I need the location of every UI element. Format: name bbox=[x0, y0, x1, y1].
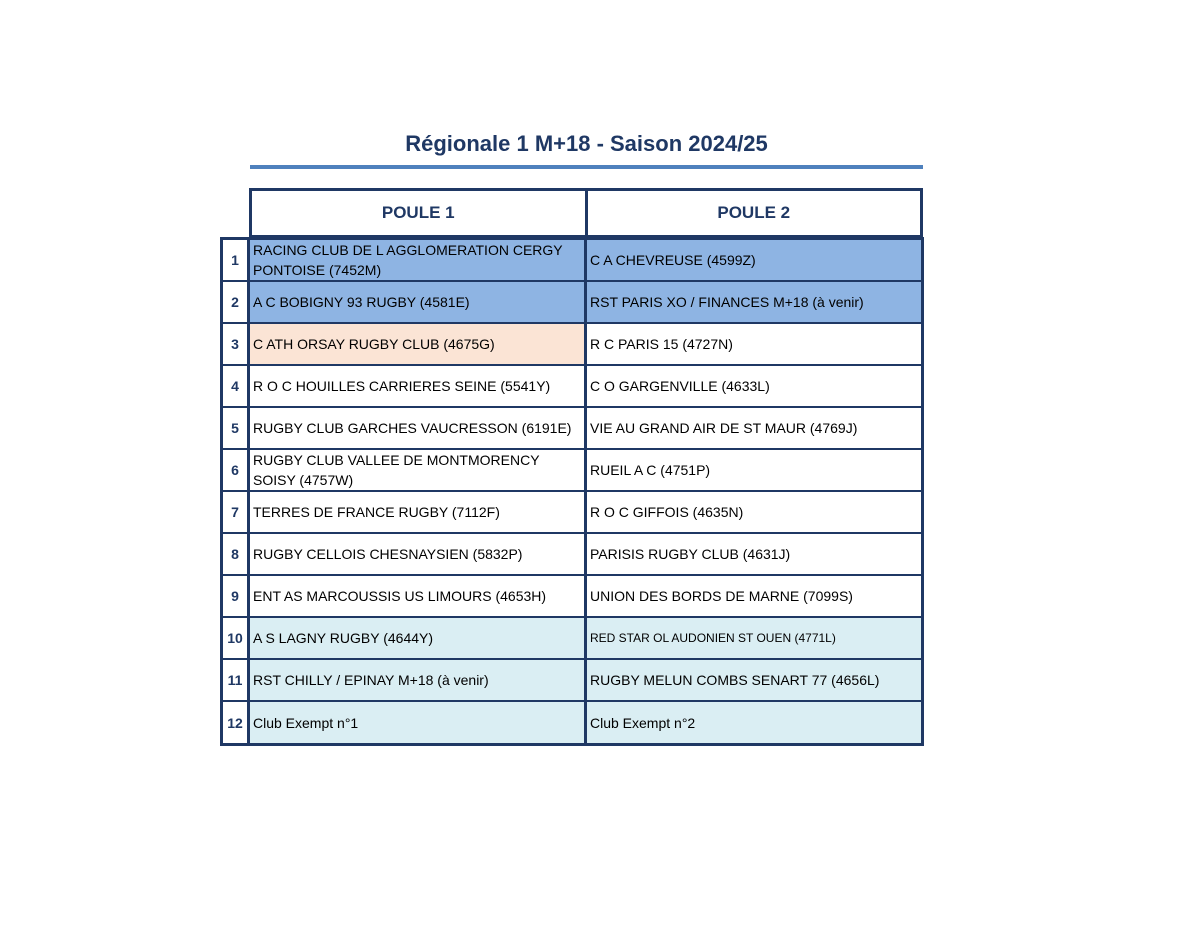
poule-1-team: Club Exempt n°1 bbox=[250, 702, 587, 743]
poule-2-team: Club Exempt n°2 bbox=[587, 702, 921, 743]
table-row bbox=[223, 660, 921, 702]
row-number: 6 bbox=[223, 450, 250, 490]
poule-2-team: C A CHEVREUSE (4599Z) bbox=[587, 240, 921, 280]
row-number: 1 bbox=[223, 240, 250, 280]
table-row bbox=[223, 618, 921, 660]
table-row bbox=[223, 492, 921, 534]
row-number: 5 bbox=[223, 408, 250, 448]
table-header bbox=[249, 188, 923, 238]
poule-2-team: UNION DES BORDS DE MARNE (7099S) bbox=[587, 576, 921, 616]
poule-2-team: RED STAR OL AUDONIEN ST OUEN (4771L) bbox=[587, 618, 921, 658]
header-poule-2: POULE 2 bbox=[588, 188, 924, 238]
page-title: Régionale 1 M+18 - Saison 2024/25 bbox=[405, 131, 768, 156]
poule-1-team: RST CHILLY / EPINAY M+18 (à venir) bbox=[250, 660, 587, 700]
poule-2-team: RUGBY MELUN COMBS SENART 77 (4656L) bbox=[587, 660, 921, 700]
table-row bbox=[223, 702, 921, 743]
table-row bbox=[223, 534, 921, 576]
header-poule-1: POULE 1 bbox=[249, 188, 588, 238]
row-number: 10 bbox=[223, 618, 250, 658]
poule-1-team: ENT AS MARCOUSSIS US LIMOURS (4653H) bbox=[250, 576, 587, 616]
row-number: 11 bbox=[223, 660, 250, 700]
table-row bbox=[223, 366, 921, 408]
poule-1-team: C ATH ORSAY RUGBY CLUB (4675G) bbox=[250, 324, 587, 364]
table-row bbox=[223, 408, 921, 450]
poule-2-team: C O GARGENVILLE (4633L) bbox=[587, 366, 921, 406]
row-number: 4 bbox=[223, 366, 250, 406]
table-row bbox=[223, 240, 921, 282]
poule-2-team: R O C GIFFOIS (4635N) bbox=[587, 492, 921, 532]
table-row bbox=[223, 450, 921, 492]
poule-2-team: VIE AU GRAND AIR DE ST MAUR (4769J) bbox=[587, 408, 921, 448]
poule-1-team: RUGBY CELLOIS CHESNAYSIEN (5832P) bbox=[250, 534, 587, 574]
row-number: 12 bbox=[223, 702, 250, 743]
poule-1-team: A S LAGNY RUGBY (4644Y) bbox=[250, 618, 587, 658]
row-number: 2 bbox=[223, 282, 250, 322]
row-number: 7 bbox=[223, 492, 250, 532]
poule-2-team: RUEIL A C (4751P) bbox=[587, 450, 921, 490]
title-underline bbox=[250, 165, 923, 169]
poule-1-team: A C BOBIGNY 93 RUGBY (4581E) bbox=[250, 282, 587, 322]
poule-1-team: RACING CLUB DE L AGGLOMERATION CERGY PONTOISE (7452M) bbox=[250, 240, 587, 280]
poule-2-team: R C PARIS 15 (4727N) bbox=[587, 324, 921, 364]
poule-1-team: RUGBY CLUB VALLEE DE MONTMORENCY SOISY (4757W) bbox=[250, 450, 587, 490]
row-number: 3 bbox=[223, 324, 250, 364]
poule-1-team: TERRES DE FRANCE RUGBY (7112F) bbox=[250, 492, 587, 532]
table-row bbox=[223, 324, 921, 366]
poule-2-team: PARISIS RUGBY CLUB (4631J) bbox=[587, 534, 921, 574]
row-number: 9 bbox=[223, 576, 250, 616]
poule-1-team: RUGBY CLUB GARCHES VAUCRESSON (6191E) bbox=[250, 408, 587, 448]
pools-table bbox=[220, 237, 924, 746]
table-row bbox=[223, 282, 921, 324]
row-number: 8 bbox=[223, 534, 250, 574]
table-row bbox=[223, 576, 921, 618]
poule-1-team: R O C HOUILLES CARRIERES SEINE (5541Y) bbox=[250, 366, 587, 406]
poule-2-team: RST PARIS XO / FINANCES M+18 (à venir) bbox=[587, 282, 921, 322]
